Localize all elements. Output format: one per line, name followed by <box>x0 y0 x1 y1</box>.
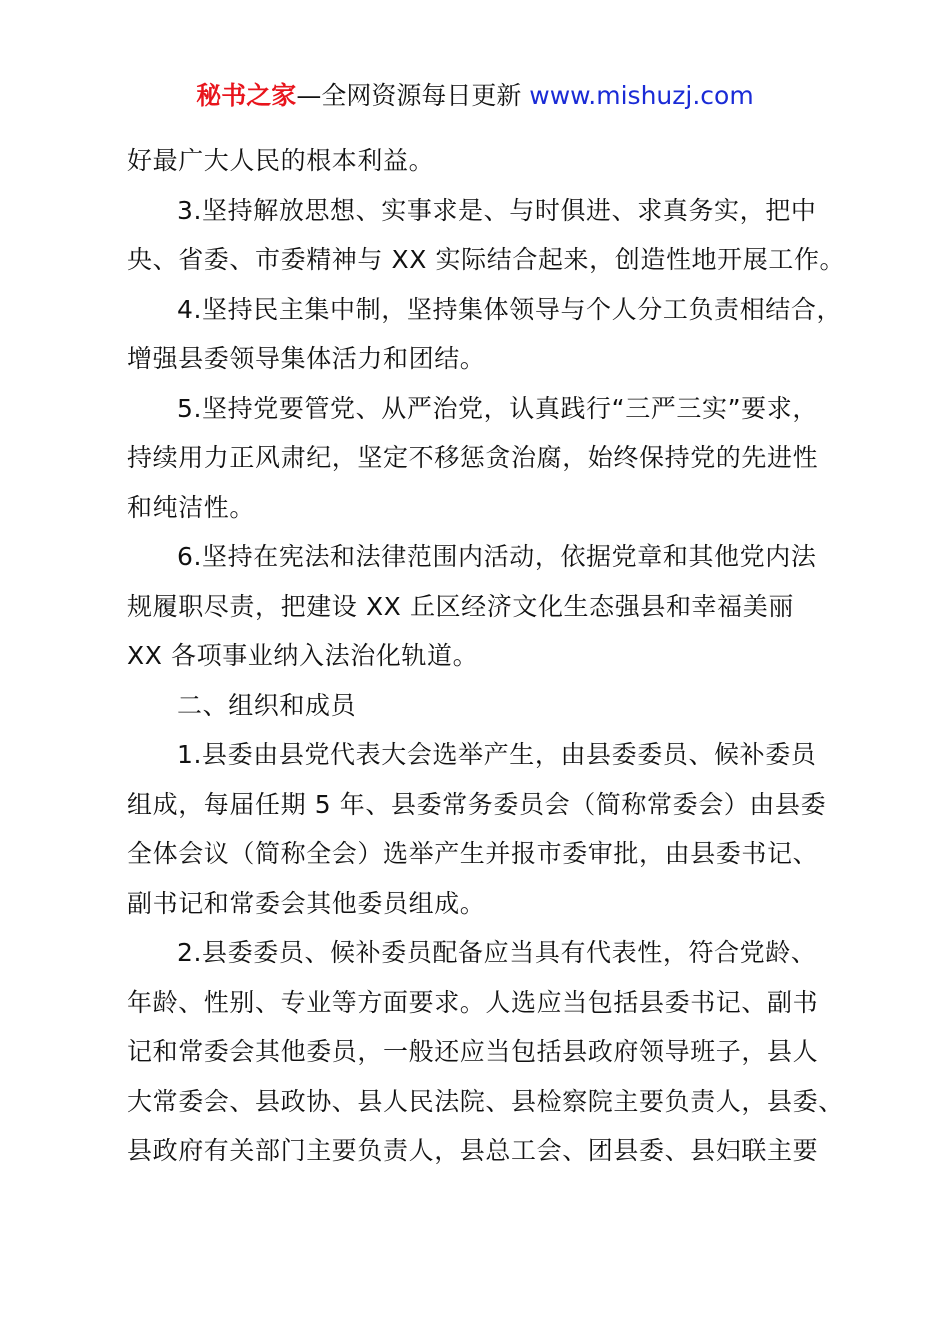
text-line: 组成，每届任期 5 年、县委常务委员会（简称常委会）由县委 <box>127 789 827 819</box>
text-line: 记和常委会其他委员，一般还应当包括县政府领导班子，县人 <box>127 1037 819 1066</box>
header-tagline: —全网资源每日更新 <box>296 81 530 110</box>
text-line: 好最广大人民的根本利益。 <box>127 146 435 175</box>
paragraph-item-5: 5.坚持党要管党、从严治党，认真践行“三严三实”要求， <box>177 393 818 423</box>
paragraph-item-3: 3.坚持解放思想、实事求是、与时俱进、求真务实，把中 <box>177 195 817 225</box>
text-line: 增强县委领导集体活力和团结。 <box>127 344 486 373</box>
text-line: 大常委会、县政协、县人民法院、县检察院主要负责人，县委、 <box>127 1086 844 1116</box>
text-line: 持续用力正风肃纪，坚定不移惩贪治腐，始终保持党的先进性 <box>127 443 819 472</box>
text-line: XX 各项事业纳入法治化轨道。 <box>127 641 479 670</box>
paragraph-item-2: 2.县委委员、候补委员配备应当具有代表性，符合党龄、 <box>177 938 817 967</box>
text-line: 规履职尽责，把建设 XX 丘区经济文化生态强县和幸福美丽 <box>127 591 794 621</box>
text-line: 全体会议（简称全会）选举产生并报市委审批，由县委书记、 <box>127 839 819 868</box>
site-url-link[interactable]: www.mishuzj.com <box>529 81 754 110</box>
text-line: 和纯洁性。 <box>127 492 256 522</box>
text-line: 副书记和常委会其他委员组成。 <box>127 888 486 918</box>
document-body <box>127 136 846 1176</box>
text-line: 央、省委、市委精神与 XX 实际结合起来，创造性地开展工作。 <box>127 245 846 274</box>
paragraph-item-1: 1.县委由县党代表大会选举产生，由县委委员、候补委员 <box>177 740 817 769</box>
text-line: 县政府有关部门主要负责人，县总工会、团县委、县妇联主要 <box>127 1136 819 1165</box>
section-heading: 二、组织和成员 <box>177 690 357 720</box>
paragraph-item-4: 4.坚持民主集中制，坚持集体领导与个人分工负责相结合， <box>177 294 843 324</box>
paragraph-item-6: 6.坚持在宪法和法律范围内活动，依据党章和其他党内法 <box>177 542 817 571</box>
site-header <box>0 78 950 114</box>
brand-name: 秘书之家 <box>196 81 297 110</box>
text-line: 年龄、性别、专业等方面要求。人选应当包括县委书记、副书 <box>127 987 819 1017</box>
